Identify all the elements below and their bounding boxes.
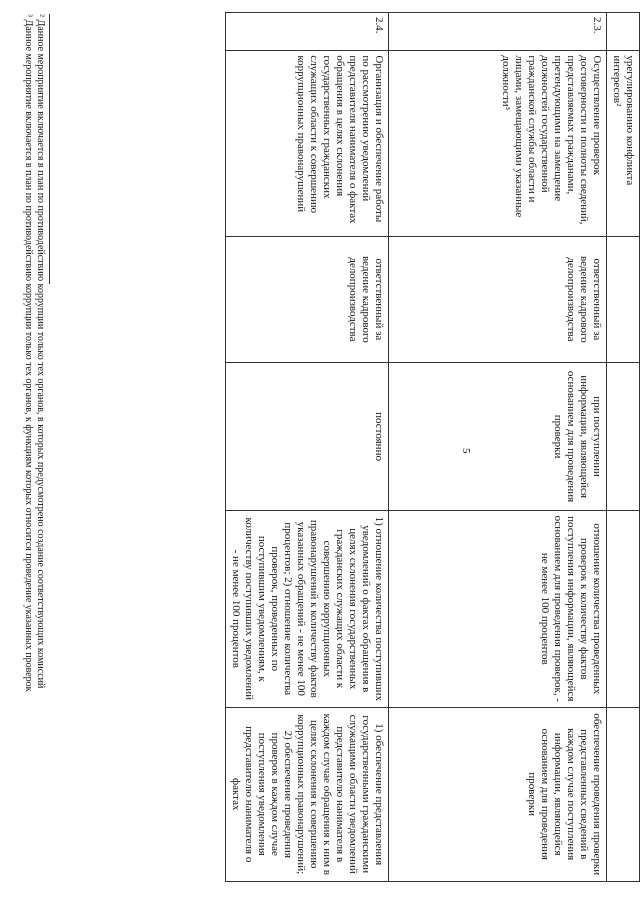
footnote-3: ³ Данное мероприятие включается в план по противодействию коррупции только тех органов, к функциям которых относится проведение указанных проверок <box>23 14 34 692</box>
row-number-cell: 2.4. <box>226 13 389 51</box>
responsible-cell: ответственный за ведение кадрового делопроизводства <box>226 236 389 362</box>
measure-cell: Организация и обеспечение работы по рассмотрению уведомлений представителя нанимателя о фактах обращения в целях склонения государственных гражданских служащих области к совершению коррупционных правонарушений <box>226 51 389 236</box>
responsible-cell: ответственный за ведение кадрового делопроизводства <box>389 236 607 362</box>
anti-corruption-measures-table <box>225 12 640 882</box>
table-row <box>607 13 640 882</box>
row-number-cell: 2.3. <box>389 13 607 51</box>
indicator-cell <box>607 511 640 707</box>
result-cell: обеспечение проведения проверки представленных сведений в каждом случае поступления информации, являющейся основанием для проведения проверки <box>389 707 607 882</box>
footnote-divider <box>49 14 50 284</box>
deadline-cell <box>607 362 640 510</box>
table-row <box>389 13 607 882</box>
row-number-cell <box>607 13 640 51</box>
result-cell: 1) обеспечение представления государственными гражданскими служащими области уведомлений представителю нанимателя в каждом случае обращения к ним в целях склонения к совершению коррупционных правонарушений; 2) обеспечение проведения проверок в каждом случае поступления уведомления представителю нанимателя о фактах <box>226 707 389 882</box>
measure-cell: урегулированию конфликта интересов² <box>607 51 640 236</box>
indicator-cell: отношение количества проведенных проверок к количеству фактов поступления информации, являющейся основанием для проведения проверок, - не менее 100 процентов <box>389 511 607 707</box>
deadline-cell: постоянно <box>226 362 389 510</box>
result-cell <box>607 707 640 882</box>
table-row <box>226 13 389 882</box>
footnote-2: ² Данное мероприятие включается в план по противодействию коррупции только тех органов, в которых предусмотрено создание соответствующих комиссий <box>35 14 46 689</box>
page-number: 5 <box>460 448 472 454</box>
indicator-cell: 1) отношение количества поступивших уведомлений о фактах обращения в целях склонения государственных гражданских служащих области к совершению коррупционных правонарушений к количеству фактов указанных обращений - не менее 100 процентов; 2) отношение количества проверок, проведенных по поступившим уведомлениям, к количеству поступивших уведомлений - не менее 100 процентов <box>226 511 389 707</box>
responsible-cell <box>607 236 640 362</box>
deadline-cell: при поступлении информации, являющейся основанием для проведения проверки <box>389 362 607 510</box>
measure-cell: Осуществление проверок достоверности и полноты сведений, представляемых гражданами, претендующими на замещение должностей государственной гражданской службы области и лицами, замещающими указанные должности³ <box>389 51 607 236</box>
